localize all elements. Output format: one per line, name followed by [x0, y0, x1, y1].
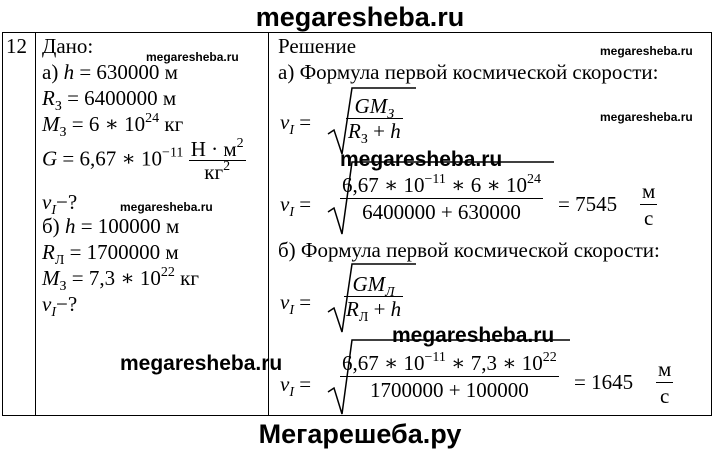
given-title: Дано:: [42, 34, 94, 58]
watermark-bottom: Мегарешеба.ру: [258, 419, 462, 449]
watermark-top: megaresheba.ru: [255, 2, 465, 32]
numeric-a-fraction: $\frac{6,67 ∗ 10^{-11} ∗ 6 ∗ 10^{24}}{6400000 + 630000}$: [342, 172, 541, 224]
watermark-mid-1: megaresheba.ru: [340, 148, 503, 171]
given-find-b: $v_I-$?: [42, 292, 78, 320]
number-cell: [3, 33, 36, 416]
formula-b-lhs: $v_I$ =: [280, 290, 312, 318]
numeric-b-lhs: $v_I$ =: [280, 372, 312, 400]
numeric-a-result: = 7545: [558, 192, 618, 216]
numeric-b-fraction: $\frac{6,67 ∗ 10^{-11} ∗ 7,3 ∗ 10^{22}}{1700000 + 100000}$: [342, 350, 557, 402]
given-R3: $R_З = 6400000$ м: [42, 86, 177, 114]
formula-b-fraction: $\frac{GM_Л}{R_Л + h}$: [346, 272, 402, 325]
formula-a-fraction: $\frac{GM_З}{R_З + h}$: [348, 94, 401, 147]
numeric-a-unit: $\frac{м}{с}$: [642, 179, 656, 230]
given-find-a: $v_I-$?: [42, 190, 78, 218]
watermark-small-1: megaresheba.ru: [146, 50, 239, 64]
given-G: G = 6,67 ∗ $10^{-11}$ $\frac{Н \cdot м^2}{кг^2}$: [42, 136, 244, 184]
solution-title: Решение: [278, 34, 357, 58]
given-M3: $M_З = 6$ ∗ $10^{24}$ кг: [42, 111, 184, 140]
formula-a-lhs: $v_I$ =: [280, 110, 312, 138]
numeric-a-lhs: $v_I$ =: [280, 192, 312, 220]
watermark-small-2: megaresheba.ru: [600, 44, 693, 58]
numeric-b-unit: $\frac{м}{с}$: [658, 357, 672, 408]
solution-a-heading: а) Формула первой космической скорости:: [278, 60, 659, 84]
given-b-h: б) h = 100000 м: [42, 214, 180, 238]
numeric-b-result: = 1645: [574, 370, 634, 394]
watermark-small-3: megaresheba.ru: [600, 110, 693, 124]
given-RL: $R_Л = 1700000$ м: [42, 240, 179, 268]
watermark-mid-2: megaresheba.ru: [392, 324, 555, 347]
watermark-mid-3: megaresheba.ru: [120, 352, 283, 375]
solution-b-heading: б) Формула первой космической скорости:: [278, 238, 660, 262]
given-M3b: $M_З = 7,3$ ∗ $10^{22}$ кг: [42, 265, 199, 294]
given-a-h: а) h = 630000 м: [42, 60, 178, 84]
watermark-small-4: megaresheba.ru: [120, 200, 213, 214]
problem-number: 12: [6, 34, 27, 58]
